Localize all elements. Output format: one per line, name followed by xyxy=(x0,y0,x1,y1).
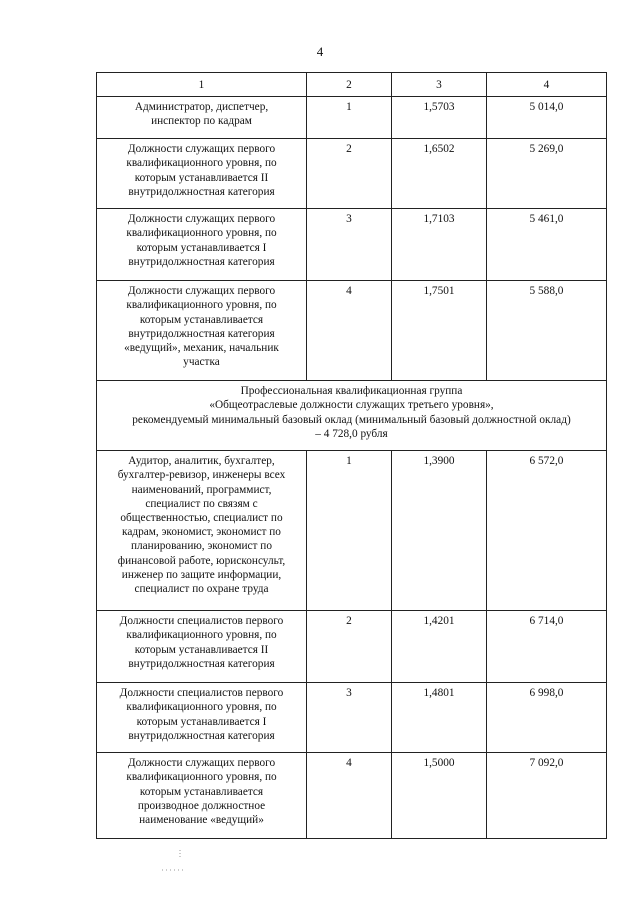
coefficient-cell: 1,4201 xyxy=(392,611,487,683)
position-name-line: внутридолжностная категория xyxy=(128,729,275,742)
position-name-line: которым устанавливается I xyxy=(136,715,267,728)
position-name-line: кадрам, экономист, экономист по xyxy=(122,526,281,539)
position-name-cell xyxy=(97,97,307,139)
table-header-row xyxy=(97,73,607,97)
qualification-level-cell: 1 xyxy=(307,97,392,139)
column-header-1: 1 xyxy=(97,73,307,97)
position-name-line: квалификационного уровня, по xyxy=(126,227,277,240)
qualification-group-title xyxy=(97,381,607,451)
position-name-line: которым устанавливается II xyxy=(134,643,269,656)
qualification-level-cell: 2 xyxy=(307,139,392,209)
group-title-line: Профессиональная квалификационная группа xyxy=(240,385,463,398)
position-name-line: специалист по связям с xyxy=(145,497,258,510)
position-name-line: которым устанавливается xyxy=(139,785,264,798)
position-name-line: Должности специалистов первого xyxy=(119,615,284,628)
position-name-line: планированию, экономист по xyxy=(130,540,273,553)
position-name-line: которым устанавливается xyxy=(139,313,264,326)
position-name-cell xyxy=(97,281,307,381)
position-name-line: инженер по защите информации, xyxy=(121,568,282,581)
position-name-line: Должности служащих первого xyxy=(127,213,276,226)
coefficient-cell: 1,7103 xyxy=(392,209,487,281)
salary-cell: 5 269,0 xyxy=(487,139,607,209)
salary-cell: 5 588,0 xyxy=(487,281,607,381)
qualification-level-cell: 1 xyxy=(307,451,392,611)
column-header-3: 3 xyxy=(392,73,487,97)
table-row xyxy=(97,753,607,839)
coefficient-cell: 1,5000 xyxy=(392,753,487,839)
position-name-cell xyxy=(97,611,307,683)
position-name-line: бухгалтер-ревизор, инженеры всех xyxy=(117,469,286,482)
position-name-line: квалификационного уровня, по xyxy=(126,157,277,170)
salary-cell: 6 572,0 xyxy=(487,451,607,611)
coefficient-cell: 1,3900 xyxy=(392,451,487,611)
salary-cell: 7 092,0 xyxy=(487,753,607,839)
position-name-line: Должности специалистов первого xyxy=(119,687,284,700)
position-name-line: квалификационного уровня, по xyxy=(126,701,277,714)
position-name-line: которым устанавливается I xyxy=(136,241,267,254)
position-name-line: внутридолжностная категория xyxy=(128,657,275,670)
qualification-level-cell: 2 xyxy=(307,611,392,683)
position-name-cell xyxy=(97,139,307,209)
qualification-level-cell: 3 xyxy=(307,683,392,753)
qualification-level-cell: 4 xyxy=(307,753,392,839)
position-name-line: общественностью, специалист по xyxy=(120,512,283,525)
table-row xyxy=(97,281,607,381)
position-name-line: Аудитор, аналитик, бухгалтер, xyxy=(128,455,275,468)
position-name-cell xyxy=(97,209,307,281)
salary-cell: 6 714,0 xyxy=(487,611,607,683)
position-name-line: инспектор по кадрам xyxy=(151,115,252,128)
coefficient-cell: 1,5703 xyxy=(392,97,487,139)
salary-cell: 5 461,0 xyxy=(487,209,607,281)
table-row xyxy=(97,451,607,611)
coefficient-cell: 1,6502 xyxy=(392,139,487,209)
position-name-line: финансовой работе, юрисконсульт, xyxy=(117,554,286,567)
position-name-line: квалификационного уровня, по xyxy=(126,299,277,312)
position-name-line: производное должностное xyxy=(137,799,266,812)
group-title-line: «Общеотраслевые должности служащих третьего уровня», xyxy=(209,399,494,412)
table-row xyxy=(97,139,607,209)
position-name-line: внутридолжностная категория xyxy=(128,327,275,340)
coefficient-cell: 1,4801 xyxy=(392,683,487,753)
salary-cell: 5 014,0 xyxy=(487,97,607,139)
group-header-row xyxy=(97,381,607,451)
position-name-line: квалификационного уровня, по xyxy=(126,771,277,784)
position-name-cell xyxy=(97,683,307,753)
salary-table xyxy=(96,72,607,839)
position-name-cell xyxy=(97,451,307,611)
position-name-line: участка xyxy=(183,356,220,369)
position-name-line: Должности служащих первого xyxy=(127,285,276,298)
position-name-line: Администратор, диспетчер, xyxy=(134,101,269,114)
scan-artifact-marks xyxy=(160,848,190,878)
table-row xyxy=(97,97,607,139)
page-number: 4 xyxy=(316,44,324,59)
salary-cell: 6 998,0 xyxy=(487,683,607,753)
qualification-level-cell: 3 xyxy=(307,209,392,281)
table-row xyxy=(97,209,607,281)
position-name-line: «ведущий», механик, начальник xyxy=(124,342,279,355)
position-name-line: специалист по охране труда xyxy=(134,583,269,596)
table-row xyxy=(97,683,607,753)
position-name-line: внутридолжностная категория xyxy=(128,255,275,268)
position-name-line: которым устанавливается II xyxy=(134,171,269,184)
column-header-2: 2 xyxy=(307,73,392,97)
qualification-level-cell: 4 xyxy=(307,281,392,381)
position-name-line: наименований, программист, xyxy=(131,483,272,496)
position-name-line: квалификационного уровня, по xyxy=(126,629,277,642)
position-name-line: Должности служащих первого xyxy=(127,143,276,156)
position-name-line: Должности служащих первого xyxy=(127,757,276,770)
column-header-4: 4 xyxy=(487,73,607,97)
position-name-cell xyxy=(97,753,307,839)
group-title-line: – 4 728,0 рубля xyxy=(315,427,388,440)
table-row xyxy=(97,611,607,683)
position-name-line: наименование «ведущий» xyxy=(139,814,264,827)
group-title-line: рекомендуемый минимальный базовый оклад (минимальный базовый должностной оклад) xyxy=(132,413,571,426)
position-name-line: внутридолжностная категория xyxy=(128,185,275,198)
coefficient-cell: 1,7501 xyxy=(392,281,487,381)
